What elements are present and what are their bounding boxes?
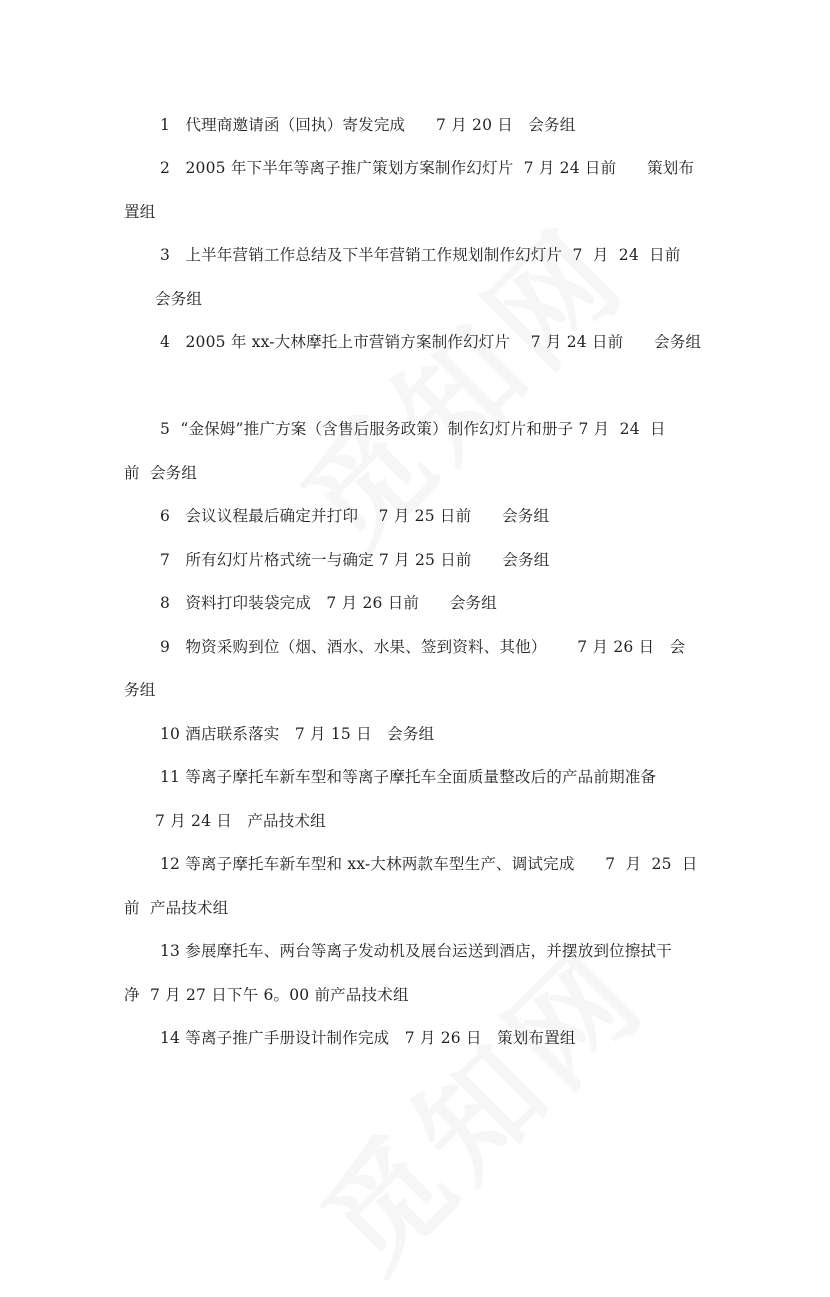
item-11-line: 11 等离子摩托车新车型和等离子摩托车全面质量整改后的产品前期准备 [160, 768, 657, 786]
item-12-continuation: 前 产品技术组 [124, 899, 229, 917]
item-10-line: 10 酒店联系落实 7 月 15 日 会务组 [160, 725, 435, 743]
item-3-line: 3 上半年营销工作总结及下半年营销工作规划制作幻灯片 7 月 24 日前 [160, 246, 681, 264]
item-13-continuation: 净 7 月 27 日下午 6。00 前产品技术组 [124, 986, 409, 1004]
item-14-line: 14 等离子推广手册设计制作完成 7 月 26 日 策划布置组 [160, 1029, 576, 1047]
item-2-line: 2 2005 年下半年等离子推广策划方案制作幻灯片 7 月 24 日前 策划布 [160, 159, 695, 177]
item-3-continuation: 会务组 [155, 290, 203, 308]
item-9-continuation: 务组 [124, 681, 156, 699]
item-4-line: 4 2005 年 xx-大林摩托上市营销方案制作幻灯片 7 月 24 日前 会务组 [160, 333, 702, 351]
item-8-line: 8 资料打印装袋完成 7 月 26 日前 会务组 [160, 594, 497, 612]
item-12-line: 12 等离子摩托车新车型和 xx-大林两款车型生产、调试完成 7 月 25 日 [160, 855, 698, 873]
item-5-continuation: 前 会务组 [124, 464, 198, 482]
item-6-line: 6 会议议程最后确定并打印 7 月 25 日前 会务组 [160, 507, 550, 525]
item-2-continuation: 置组 [124, 203, 156, 221]
item-9-line: 9 物资采购到位（烟、酒水、水果、签到资料、其他） 7 月 26 日 会 [160, 638, 686, 656]
item-11-continuation: 7 月 24 日 产品技术组 [155, 812, 326, 830]
item-5-line: 5 “金保姆”推广方案（含售后服务政策）制作幻灯片和册子 7 月 24 日 [160, 420, 666, 438]
item-1-line: 1 代理商邀请函（回执）寄发完成 7 月 20 日 会务组 [160, 116, 576, 134]
item-13-line: 13 参展摩托车、两台等离子发动机及展台运送到酒店，并摆放到位擦拭干 [160, 942, 672, 960]
item-7-line: 7 所有幻灯片格式统一与确定 7 月 25 日前 会务组 [160, 551, 550, 569]
